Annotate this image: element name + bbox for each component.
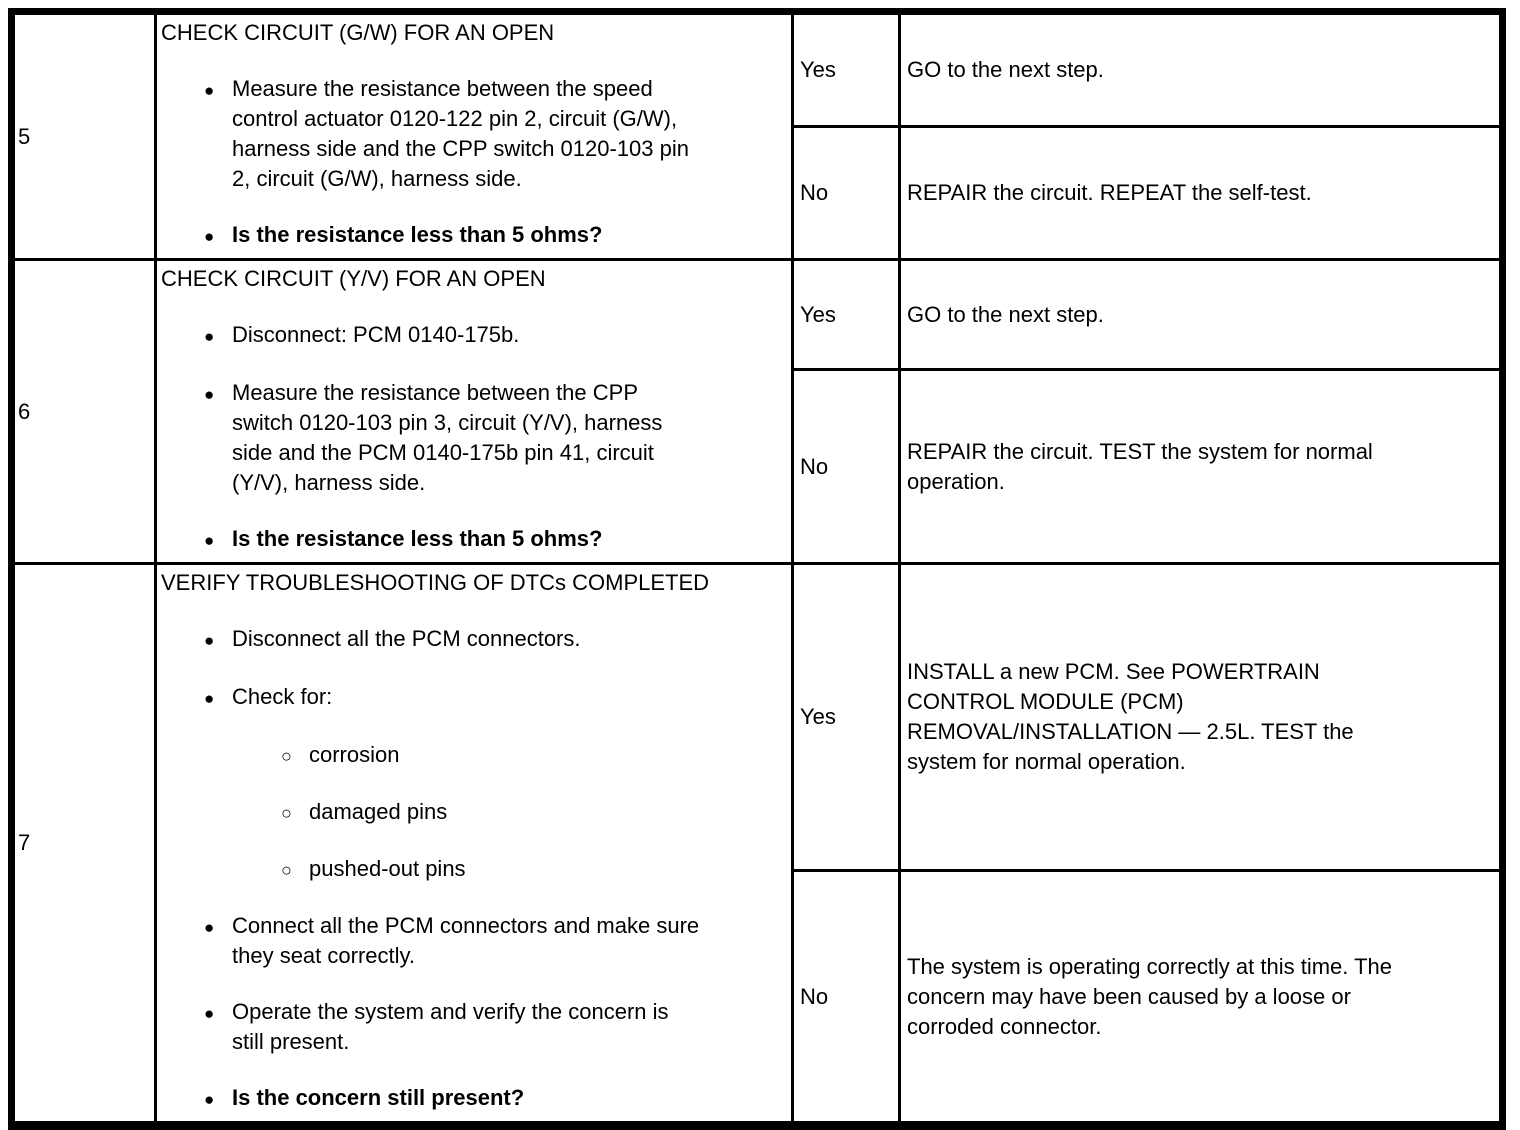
bullet-item (281, 740, 787, 771)
step-description-cell (157, 15, 794, 258)
bullet-text: Is the resistance less than 5 ohms? (232, 222, 603, 247)
step-number-cell (15, 15, 157, 258)
bullet-text: Measure the resistance between the CPP switch 0120-103 pin 3, circuit (Y/V), harness side and the PCM 0140-175b pin 41, circuit (Y/V), harness side. (232, 380, 663, 495)
bullet-icon (204, 74, 232, 194)
bullet-item (204, 911, 787, 971)
bullet-icon (204, 320, 232, 352)
yes-label: Yes (800, 704, 836, 729)
step-number: 6 (18, 398, 31, 424)
bullet-text: Is the concern still present? (232, 1085, 525, 1110)
no-label-cell (794, 125, 901, 258)
bullet-list (161, 74, 787, 252)
bullet-icon (204, 997, 232, 1057)
yes-label: Yes (800, 301, 836, 327)
step-title: VERIFY TROUBLESHOOTING OF DTCs COMPLETED (161, 570, 710, 595)
bullet-item (204, 682, 787, 714)
bullet-item (281, 854, 787, 885)
no-label: No (800, 453, 829, 479)
bullet-icon (204, 220, 232, 252)
step-number-cell (15, 565, 157, 1121)
bullet-icon (204, 524, 232, 556)
bullet-item (204, 74, 787, 194)
no-label-cell (794, 368, 901, 562)
yes-action-text: GO to the next step. (907, 301, 1104, 327)
test-step-row (15, 258, 1499, 562)
bullet-text: Is the resistance less than 5 ohms? (232, 526, 603, 551)
bullet-icon (204, 682, 232, 714)
bullet-text: Disconnect: PCM 0140-175b. (232, 322, 520, 347)
step-description-cell (157, 565, 794, 1121)
yes-action-cell (901, 565, 1499, 869)
no-label: No (800, 983, 829, 1009)
bullet-text: Disconnect all the PCM connectors. (232, 626, 581, 651)
yes-action-text: INSTALL a new PCM. See POWERTRAIN CONTROL MODULE (PCM) REMOVAL/INSTALLATION — 2.5L. TEST the system for normal operation. (907, 659, 1354, 774)
bullet-text: Measure the resistance between the speed control actuator 0120-122 pin 2, circuit (G/W), harness side and the CPP switch 0120-103 pin 2, circuit (G/W), harness side. (232, 76, 689, 191)
bullet-text: damaged pins (309, 799, 448, 824)
bullet-item (204, 997, 787, 1057)
yes-action-cell (901, 261, 1499, 368)
bullet-item (204, 1083, 787, 1115)
bullet-item (281, 797, 787, 828)
yes-label-cell (794, 565, 901, 869)
bullet-text: Connect all the PCM connectors and make sure they seat correctly. (232, 913, 700, 968)
no-label: No (800, 180, 829, 205)
circle-bullet-icon (281, 797, 309, 828)
yes-action-text: GO to the next step. (907, 57, 1104, 82)
no-action-text: REPAIR the circuit. REPEAT the self-test. (907, 180, 1312, 205)
bullet-text: Operate the system and verify the concern is still present. (232, 999, 669, 1054)
step-title: CHECK CIRCUIT (G/W) FOR AN OPEN (161, 20, 555, 45)
bullet-list (161, 624, 787, 1115)
circle-bullet-icon (281, 740, 309, 771)
diagnostic-table (8, 8, 1506, 1130)
bullet-item (204, 378, 787, 498)
bullet-text: corrosion (309, 742, 400, 767)
test-step-row (15, 15, 1499, 258)
step-description-cell (157, 261, 794, 562)
yes-label: Yes (800, 57, 836, 82)
test-step-row (15, 562, 1499, 1121)
bullet-text: pushed-out pins (309, 856, 466, 881)
step-title: CHECK CIRCUIT (Y/V) FOR AN OPEN (161, 266, 546, 291)
yes-action-cell (901, 15, 1499, 125)
no-action-text: The system is operating correctly at this time. The concern may have been caused by a loose or corroded connector. (907, 953, 1392, 1039)
no-action-text: REPAIR the circuit. TEST the system for normal operation. (907, 438, 1373, 494)
bullet-item (204, 320, 787, 352)
step-number: 5 (18, 123, 31, 149)
bullet-item (204, 220, 787, 252)
step-number: 7 (18, 830, 31, 855)
yes-label-cell (794, 15, 901, 125)
bullet-item (204, 524, 787, 556)
circle-bullet-icon (281, 854, 309, 885)
step-number-cell (15, 261, 157, 562)
bullet-icon (204, 624, 232, 656)
no-action-cell (901, 869, 1499, 1121)
no-action-cell (901, 368, 1499, 562)
bullet-icon (204, 378, 232, 498)
bullet-icon (204, 911, 232, 971)
bullet-list (161, 320, 787, 556)
bullet-text: Check for: (232, 684, 333, 709)
yes-label-cell (794, 261, 901, 368)
bullet-item (204, 624, 787, 656)
no-label-cell (794, 869, 901, 1121)
no-action-cell (901, 125, 1499, 258)
bullet-icon (204, 1083, 232, 1115)
